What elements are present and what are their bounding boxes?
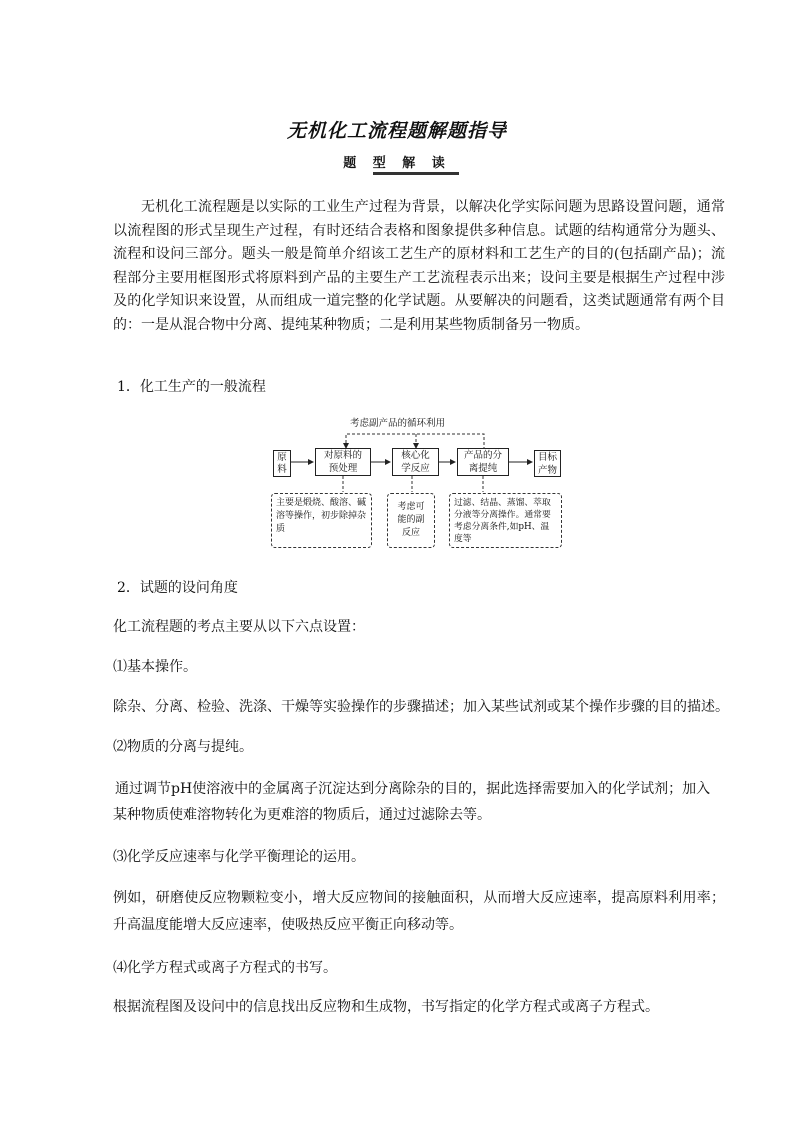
page-title: 无机化工流程题解题指导: [286, 120, 507, 142]
item-4-heading: ⑷化学方程式或离子方程式的书写。: [113, 960, 337, 976]
item-3-body: 例如，研磨使反应物颗粒变小，增大反应物间的接触面积，从而增大反应速率，提高原料利用率；升高温度能增大反应速率，使吸热反应平衡正向移动等。: [113, 890, 725, 933]
core-reaction-note: 考虑可能的副反应: [387, 493, 435, 548]
core-reaction-box: 核心化学反应: [392, 448, 439, 476]
intro-paragraph: 无机化工流程题是以实际的工业生产过程为背景，以解决化学实际问题为思路设置问题，通常以流程图的形式呈现生产过程，有时还结合表格和图象提供多种信息。试题的结构通常分为题头、流程和设问三部分。题头一般是简单介绍该工艺生产的原材料和工艺生产的目的(包括副产品)；流程部分主要用框图形式将原料到产品的主要生产工艺流程表示出来；设问主要是根据生产过程中涉及的化学知识来设置，从而组成一道完整的化学试题。从要解决的问题看，这类试题通常有两个目的：一是从混合物中分离、提纯某种物质；二是利用某些物质制备另一物质。: [113, 199, 725, 333]
pretreatment-note: 主要是煅烧、酸溶、碱溶等操作，初步除掉杂质: [271, 493, 372, 548]
recycle-caption: 考虑副产品的循环利用: [347, 415, 448, 429]
raw-material-box: 原料: [273, 450, 291, 477]
item-1-heading: ⑴基本操作。: [113, 659, 197, 675]
item-2-body: 通过调节pH使溶液中的金属离子沉淀达到分离除杂的目的，据此选择需要加入的化学试剂；加入某种物质使难溶物转化为更难溶的物质后，通过过滤除去等。: [113, 781, 711, 823]
item-3-heading: ⑶化学反应速率与化学平衡理论的运用。: [113, 849, 365, 865]
section-subtitle: 题 型 解 读: [343, 156, 451, 171]
target-product-box: 目标产物: [534, 450, 561, 477]
item-1-body: 除杂、分离、检验、洗涤、干燥等实验操作的步骤描述；加入某些试剂或某个操作步骤的目的描述。: [113, 699, 729, 715]
process-flow-diagram: [265, 412, 565, 552]
separation-box: 产品的分离提纯: [457, 448, 509, 476]
section-2-heading: 2．试题的设问角度: [117, 580, 238, 596]
lead-sentence: 化工流程题的考点主要从以下六点设置：: [113, 619, 365, 635]
section-1-heading: 1．化工生产的一般流程: [117, 379, 266, 395]
separation-note: 过滤、结晶、蒸馏、萃取分液等分离操作。通常要考虑分离条件,如pH、温度等: [449, 493, 562, 548]
item-4-body: 根据流程图及设问中的信息找出反应物和生成物，书写指定的化学方程式或离子方程式。: [113, 999, 659, 1015]
item-2-heading: ⑵物质的分离与提纯。: [113, 739, 253, 755]
pretreatment-box: 对原料的预处理: [315, 448, 371, 476]
subtitle-underline: [373, 172, 459, 175]
